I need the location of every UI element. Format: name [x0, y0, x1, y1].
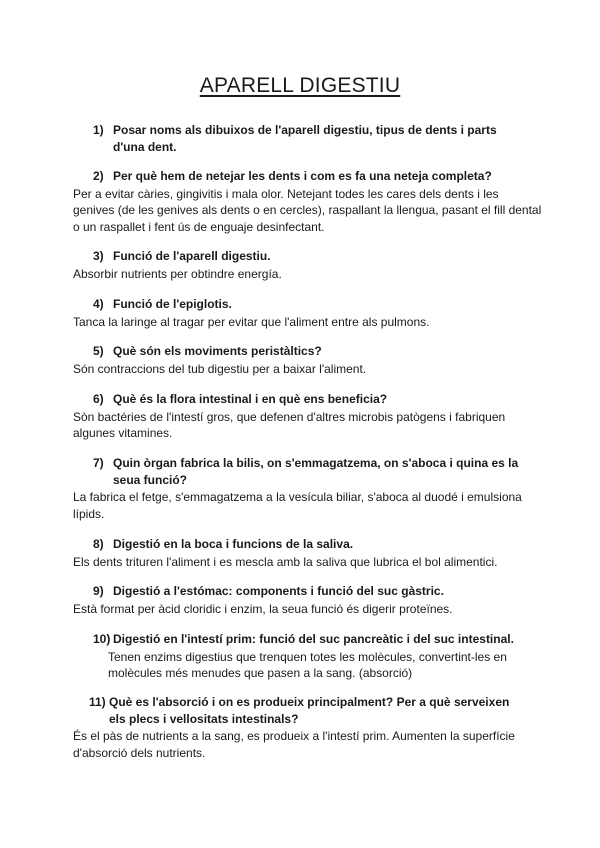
question-item-3	[73, 248, 543, 282]
question-item-4	[73, 296, 543, 330]
question-item-9	[73, 583, 543, 617]
answer-text: Sòn bactéries de l'intestí gros, que defenen d'altres microbis patògens i fabriquen algunes vitamines.	[73, 409, 506, 440]
answer-text: Tanca la laringe al tragar per evitar que l'aliment entre als pulmons.	[73, 314, 430, 329]
question-item-1	[93, 122, 513, 155]
question-text: 8) Digestió en la boca i funcions de la saliva.	[93, 537, 354, 551]
question-item-6	[73, 391, 543, 442]
answer-text: Són contraccions del tub digestiu per a baixar l'aliment.	[73, 361, 367, 376]
question-text: 4) Funció de l'epiglotis.	[93, 297, 232, 311]
question-item-11	[73, 694, 543, 761]
question-item-5	[73, 343, 543, 377]
page-title: APARELL DIGESTIU	[199, 74, 401, 97]
question-item-10	[73, 631, 543, 682]
question-item-8	[73, 536, 543, 570]
answer-text: La fabrica el fetge, s'emmagatzema a la vesícula biliar, s'aboca al duodé i emulsiona lípids.	[73, 490, 522, 521]
question-text: 10) Digestió en l'intestí prim: funció del suc pancreàtic i del suc intestinal.	[93, 632, 514, 646]
question-text: 11) Què es l'absorció i on es produeix principalment? Per a què serveixen els plecs i vellositats intestinals?	[89, 695, 510, 726]
answer-text: Està format per àcid cloridic i enzim, la seua funció és digerir proteïnes.	[73, 601, 453, 616]
question-item-2	[73, 168, 543, 235]
answer-text: Per a evitar càries, gingivitis i mala olor. Netejant todes les cares dels dents i les genives (de les genives als dents o en cercles), raspallant la llengua, pasant el fill dental o un raspallet i fent ús de enguaje desinfectant.	[73, 186, 542, 234]
question-item-7	[73, 455, 543, 522]
answer-text: És el pàs de nutrients a la sang, es produeix a l'intestí prim. Aumenten la superfície d'absorció dels nutrients.	[73, 729, 515, 760]
question-text: 6) Què és la flora intestinal i en què ens beneficia?	[93, 392, 388, 406]
answer-text: Tenen enzims digestius que trenquen totes les molècules, convertint-les en molècules més menudes que pasen a la sang. (absorció)	[108, 649, 507, 680]
question-text: 9) Digestió a l'estómac: components i funció del suc gàstric.	[93, 584, 444, 598]
question-text: 1) Posar noms als dibuixos de l'aparell digestiu, tipus de dents i parts d'una dent.	[93, 123, 497, 154]
question-text: 3) Funció de l'aparell digestiu.	[93, 249, 271, 263]
answer-text: Els dents trituren l'aliment i es mescla amb la saliva que lubrica el bol alimentici.	[73, 554, 498, 569]
question-text: 7) Quin òrgan fabrica la bilis, on s'emmagatzema, on s'aboca i quina es la seua funció?	[93, 456, 519, 487]
question-text: 5) Què són els moviments peristàltics?	[93, 344, 322, 358]
answer-text: Absorbir nutrients per obtindre energía.	[73, 266, 282, 281]
question-text: 2) Per què hem de netejar les dents i com es fa una neteja completa?	[93, 169, 492, 183]
